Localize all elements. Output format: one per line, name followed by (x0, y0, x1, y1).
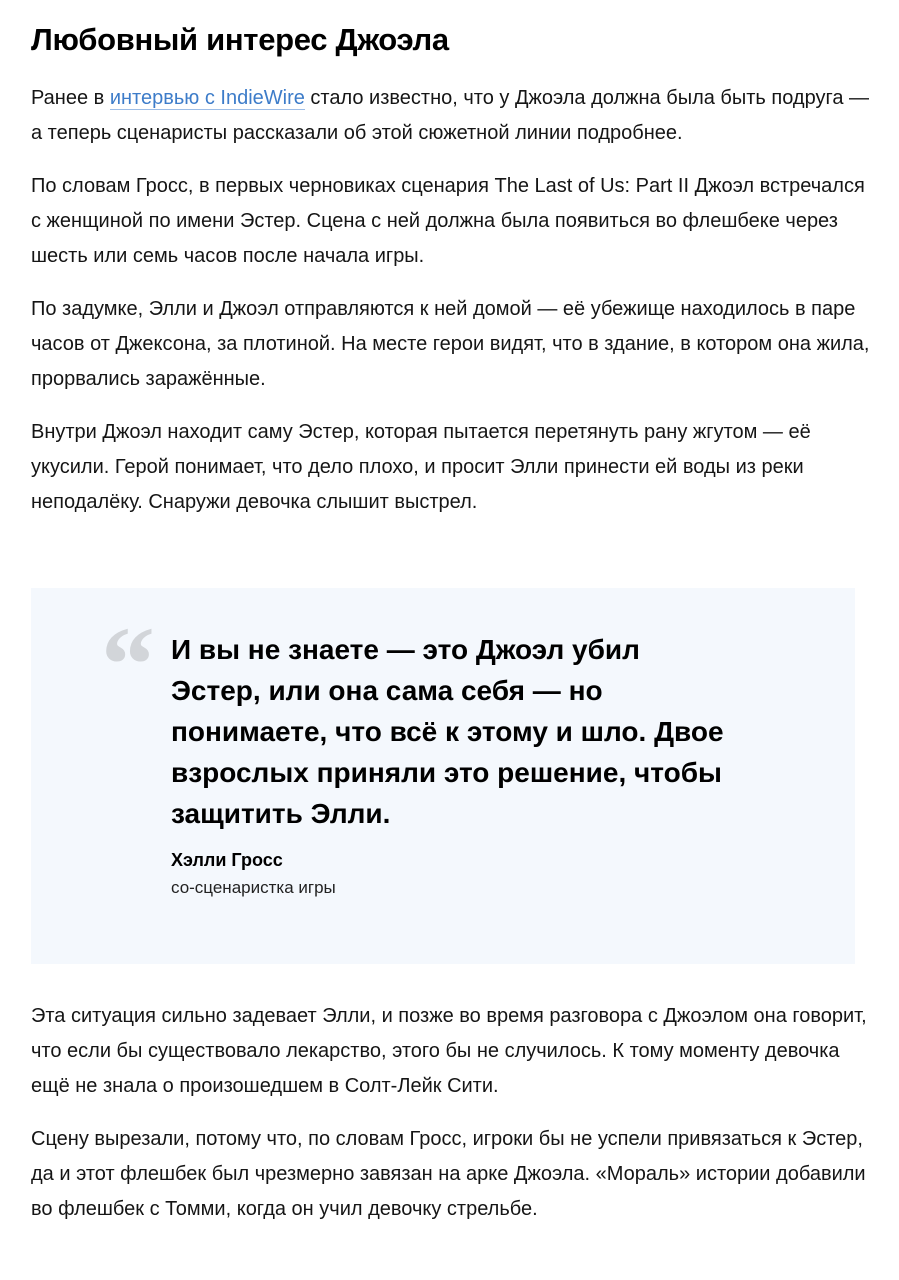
quote-author: Хэлли Гросс (171, 850, 283, 870)
paragraph-1-start: Ранее в (31, 87, 110, 109)
paragraph-6: Сцену вырезали, потому что, по словам Гросс, игроки бы не успели привязаться к Эстер, да и этот флешбек был чрезмерно завязан на арке Джоэла. «Мораль» истории добавили во флешбек с Томми, когда он учил девочку стрельбе. (31, 1128, 866, 1220)
quote-block (31, 588, 855, 964)
paragraph-4: Внутри Джоэл находит саму Эстер, которая пытается перетянуть рану жгутом — её укусили. Герой понимает, что дело плохо, и просит Элли принести ей воды из реки неподалёку. Снаружи девочка слышит выстрел. (31, 421, 811, 513)
paragraph-5: Эта ситуация сильно задевает Элли, и позже во время разговора с Джоэлом она говорит, что если бы существовало лекарство, этого бы не случилось. К тому моменту девочка ещё не знала о произошедшем в Солт-Лейк Сити. (31, 1005, 867, 1097)
article-top (31, 18, 871, 538)
section-heading: Любовный интерес Джоэла (31, 22, 449, 57)
indiewire-interview-link[interactable]: интервью с IndieWire (109, 87, 305, 109)
paragraph-3: По задумке, Элли и Джоэл отправляются к ней домой — её убежище находилось в паре часов от Джексона, за плотиной. На месте герои видят, что в здание, в котором она жила, прорвались заражённые. (31, 298, 870, 390)
quote-text: И вы не знаете — это Джоэл убил Эстер, или она сама себя — но понимаете, что всё к этому и шло. Двое взрослых приняли это решение, чтобы защитить Элли. (171, 634, 724, 829)
paragraph-1 (31, 81, 871, 151)
article-bottom (31, 999, 871, 1245)
quote-mark-icon: “ (101, 606, 155, 725)
paragraph-1-end: стало известно, что у Джоэла должна была быть подруга — а теперь сценаристы рассказали об этой сюжетной линии подробнее. (31, 87, 869, 144)
paragraph-2: По словам Гросс, в первых черновиках сценария The Last of Us: Part II Джоэл встречался с женщиной по имени Эстер. Сцена с ней должна была появиться во флешбеке через шесть или семь часов после начала игры. (31, 175, 865, 267)
quote-author-role: со-сценаристка игры (171, 878, 336, 897)
